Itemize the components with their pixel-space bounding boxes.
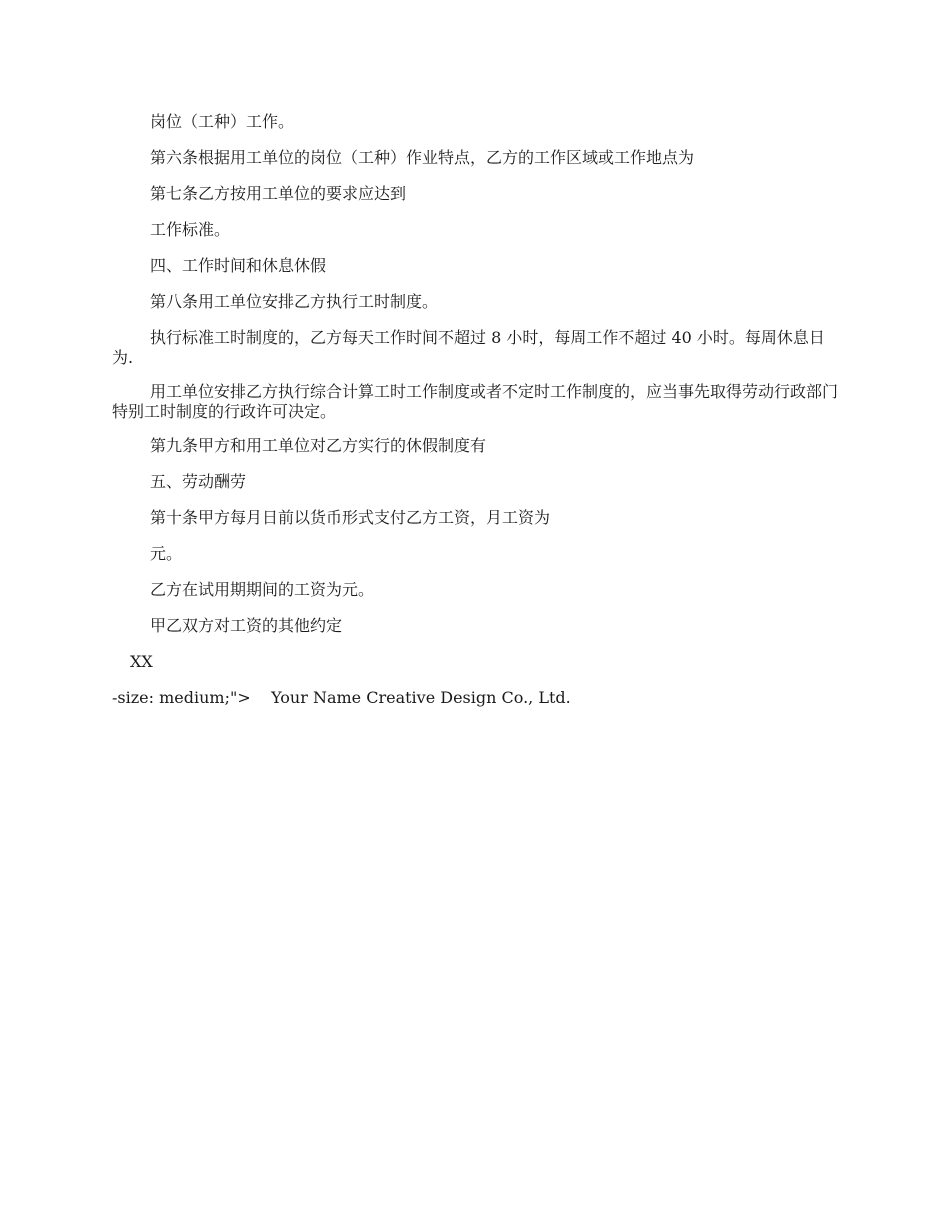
paragraph-article-6: 第六条根据用工单位的岗位（工种）作业特点，乙方的工作区域或工作地点为 (150, 148, 695, 167)
paragraph-article-9: 第九条甲方和用工单位对乙方实行的休假制度有 (150, 436, 487, 455)
company-name: Your Name Creative Design Co., Ltd. (271, 688, 571, 707)
paragraph-flexible-hours: 用工单位安排乙方执行综合计算工时工作制度或者不定时工作制度的，应当事先取得劳动行政部门特别工时制度的行政许可决定。 (112, 382, 839, 421)
paragraph-other-wage-agreement: 甲乙双方对工资的其他约定 (150, 616, 343, 635)
paragraph-standard-hours: 执行标准工时制度的，乙方每天工作时间不超过 8 小时，每周工作不超过 40 小时。每周休息日为. (112, 328, 825, 367)
section-heading-work-hours: 四、工作时间和休息休假 (150, 256, 327, 275)
paragraph-article-8: 第八条用工单位安排乙方执行工时制度。 (150, 292, 439, 311)
paragraph-probation-wage: 乙方在试用期期间的工资为元。 (150, 580, 375, 599)
paragraph-work-standard: 工作标准。 (150, 220, 231, 239)
placeholder-xx: XX (130, 652, 153, 671)
section-heading-remuneration: 五、劳动酬劳 (150, 472, 247, 491)
paragraph-article-7: 第七条乙方按用工单位的要求应达到 (150, 184, 407, 203)
document-body (112, 112, 842, 708)
paragraph-article-10: 第十条甲方每月日前以货币形式支付乙方工资，月工资为 (150, 508, 551, 527)
footer-prefix: -size: medium;"> (112, 688, 251, 707)
footer-line (112, 688, 842, 708)
paragraph-position-work: 岗位（工种）工作。 (150, 112, 295, 131)
paragraph-yuan: 元。 (150, 544, 183, 563)
